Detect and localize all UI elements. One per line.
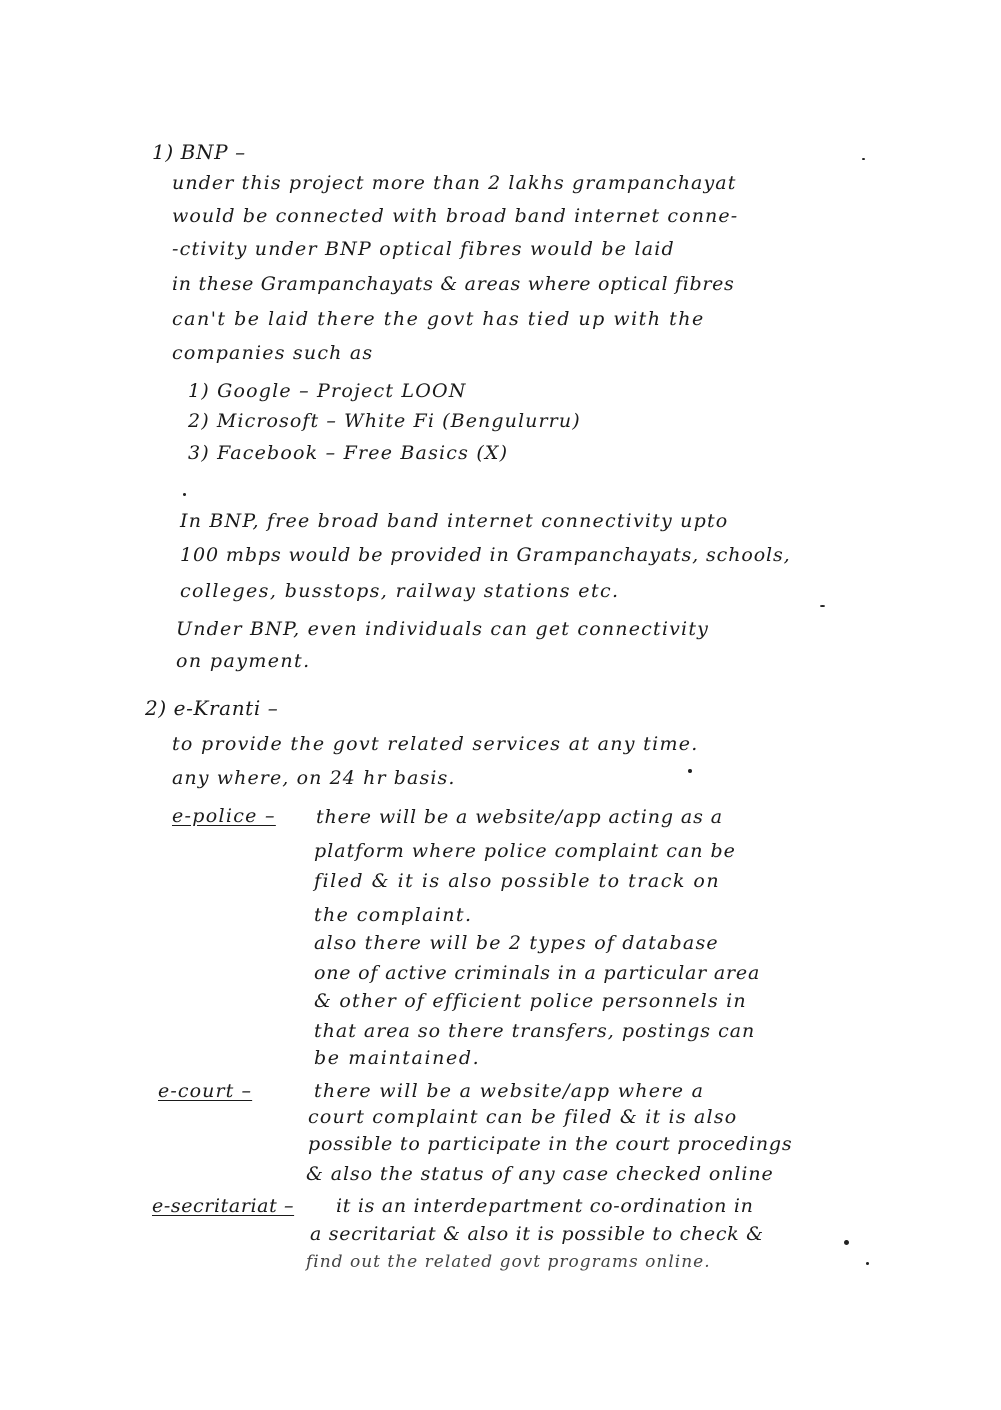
esecretariat-line: it is an interdepartment co-ordination in: [336, 1195, 754, 1217]
bnp-line: can't be laid there the govt has tied up with the: [172, 308, 705, 330]
ink-dot: [844, 1240, 849, 1245]
ekranti-line: to provide the govt related services at any time.: [172, 733, 699, 755]
company-list-item: 1) Google – Project LOON: [188, 380, 467, 402]
ecourt-line: there will be a website/app where a: [314, 1080, 705, 1102]
bnp-para-line: on payment.: [176, 650, 311, 672]
epolice-line: platform where police complaint can be: [314, 840, 736, 862]
bnp-para-line: Under BNP, even individuals can get connectivity: [176, 618, 710, 640]
bnp-line: companies such as: [172, 342, 374, 364]
ink-dot: [862, 158, 865, 160]
epolice-line: filed & it is also possible to track on: [314, 870, 721, 892]
epolice-line: also there will be 2 types of database: [314, 932, 719, 954]
ink-dot: [820, 605, 825, 607]
bnp-para-line: colleges, busstops, railway stations etc.: [180, 580, 620, 602]
ecourt-line: & also the status of any case checked online: [306, 1163, 774, 1185]
bnp-line: in these Grampanchayats & areas where optical fibres: [172, 273, 735, 295]
bnp-para-line: 100 mbps would be provided in Grampanchayats, schools,: [180, 544, 791, 566]
ecourt-line: possible to participate in the court procedings: [308, 1133, 793, 1155]
ink-dot: [688, 769, 692, 773]
epolice-label: e-police –: [172, 805, 276, 827]
bnp-heading: 1) BNP –: [152, 140, 246, 164]
company-list-item: 2) Microsoft – White Fi (Bengulurru): [188, 410, 581, 432]
ink-dot: [183, 493, 186, 496]
company-list-item: 3) Facebook – Free Basics (X): [188, 442, 509, 464]
bnp-para-line: In BNP, free broad band internet connectivity upto: [180, 510, 729, 532]
esecretariat-label: e-secritariat –: [152, 1195, 295, 1217]
esecretariat-line: find out the related govt programs online.: [306, 1252, 711, 1272]
ink-dot: [866, 1262, 869, 1265]
epolice-line: be maintained.: [314, 1047, 481, 1069]
esecretariat-line: a secritariat & also it is possible to check &: [310, 1223, 764, 1245]
ekranti-line: any where, on 24 hr basis.: [172, 767, 456, 789]
epolice-line: & other of efficient police personnels in: [314, 990, 747, 1012]
ecourt-line: court complaint can be filed & it is also: [308, 1106, 738, 1128]
epolice-line: that area so there transfers, postings can: [314, 1020, 756, 1042]
epolice-line: one of active criminals in a particular area: [314, 962, 761, 984]
bnp-line: -ctivity under BNP optical fibres would be laid: [172, 238, 675, 260]
bnp-line: would be connected with broad band internet conne-: [172, 205, 739, 227]
ekranti-heading: 2) e-Kranti –: [145, 696, 279, 720]
bnp-line: under this project more than 2 lakhs grampanchayat: [172, 172, 737, 194]
ecourt-label: e-court –: [158, 1080, 253, 1102]
epolice-line: there will be a website/app acting as a: [316, 806, 723, 828]
epolice-line: the complaint.: [314, 904, 473, 926]
